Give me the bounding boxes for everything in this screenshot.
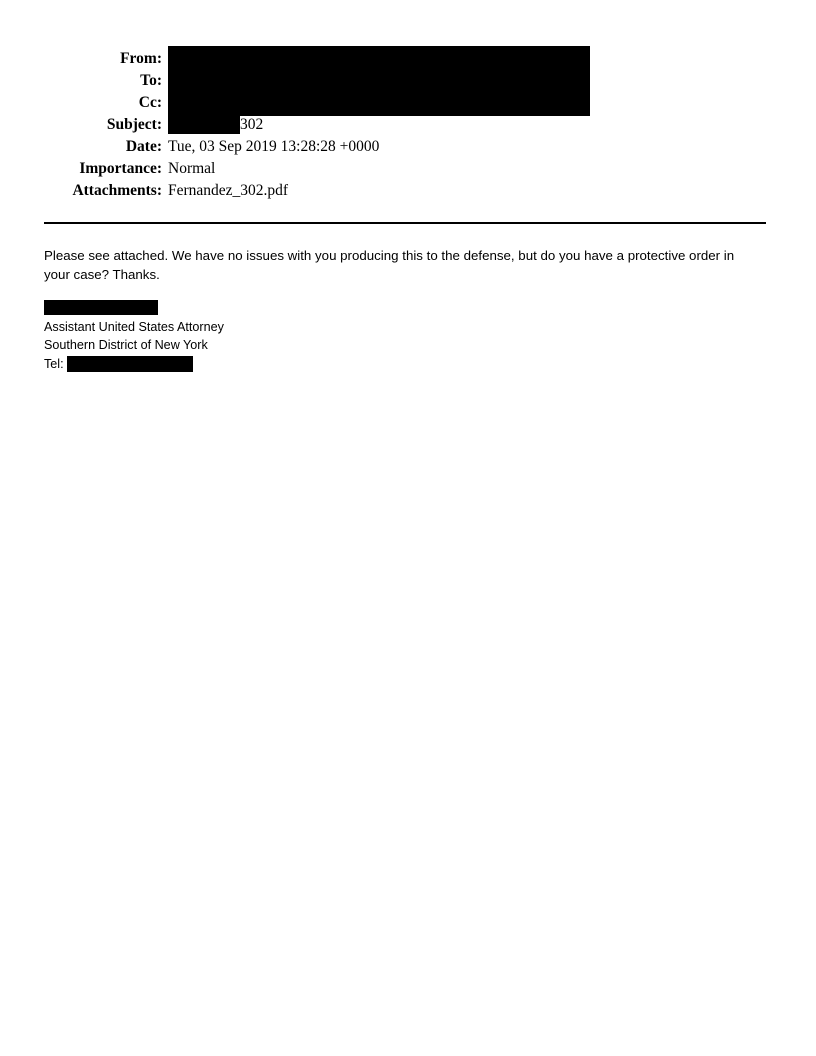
signature-tel-label: Tel: (44, 357, 64, 371)
header-row-subject (44, 114, 772, 136)
header-label-date: Date: (125, 138, 162, 155)
header-value-from (168, 48, 772, 70)
redaction-bar-signature-name (44, 300, 158, 315)
header-value-importance: Normal (168, 160, 216, 177)
redaction-bar-to (168, 68, 590, 92)
header-value-to (168, 70, 772, 92)
signature-tel-row (44, 355, 224, 373)
redaction-bar-subject (168, 112, 240, 134)
redaction-bar-telephone (67, 356, 193, 372)
header-body-divider (44, 222, 766, 224)
signature-office: Southern District of New York (44, 338, 208, 352)
header-row-cc (44, 92, 772, 114)
header-value-cc (168, 92, 772, 114)
header-row-to (44, 70, 772, 92)
header-value-subject (168, 114, 772, 136)
email-body-text: Please see attached. We have no issues with you producing this to the defense, but do you have a protective order in your case? Thanks. (44, 248, 735, 282)
header-value-attachments: Fernandez_302.pdf (168, 182, 289, 199)
header-label-importance: Importance: (79, 160, 162, 177)
redaction-bar-from (168, 46, 590, 70)
header-label-from: From: (120, 50, 162, 67)
header-row-importance (44, 158, 772, 180)
header-label-subject: Subject: (106, 116, 162, 133)
header-row-date (44, 136, 772, 158)
header-value-date: Tue, 03 Sep 2019 13:28:28 +0000 (168, 138, 380, 155)
email-header (44, 48, 772, 202)
header-row-attachments (44, 180, 772, 202)
signature-title: Assistant United States Attorney (44, 320, 224, 334)
header-label-to: To: (140, 72, 162, 89)
header-label-attachments: Attachments: (72, 182, 162, 199)
header-row-from (44, 48, 772, 70)
subject-text: 302 (240, 116, 264, 133)
email-signature (44, 300, 224, 373)
header-label-cc: Cc: (138, 94, 162, 111)
